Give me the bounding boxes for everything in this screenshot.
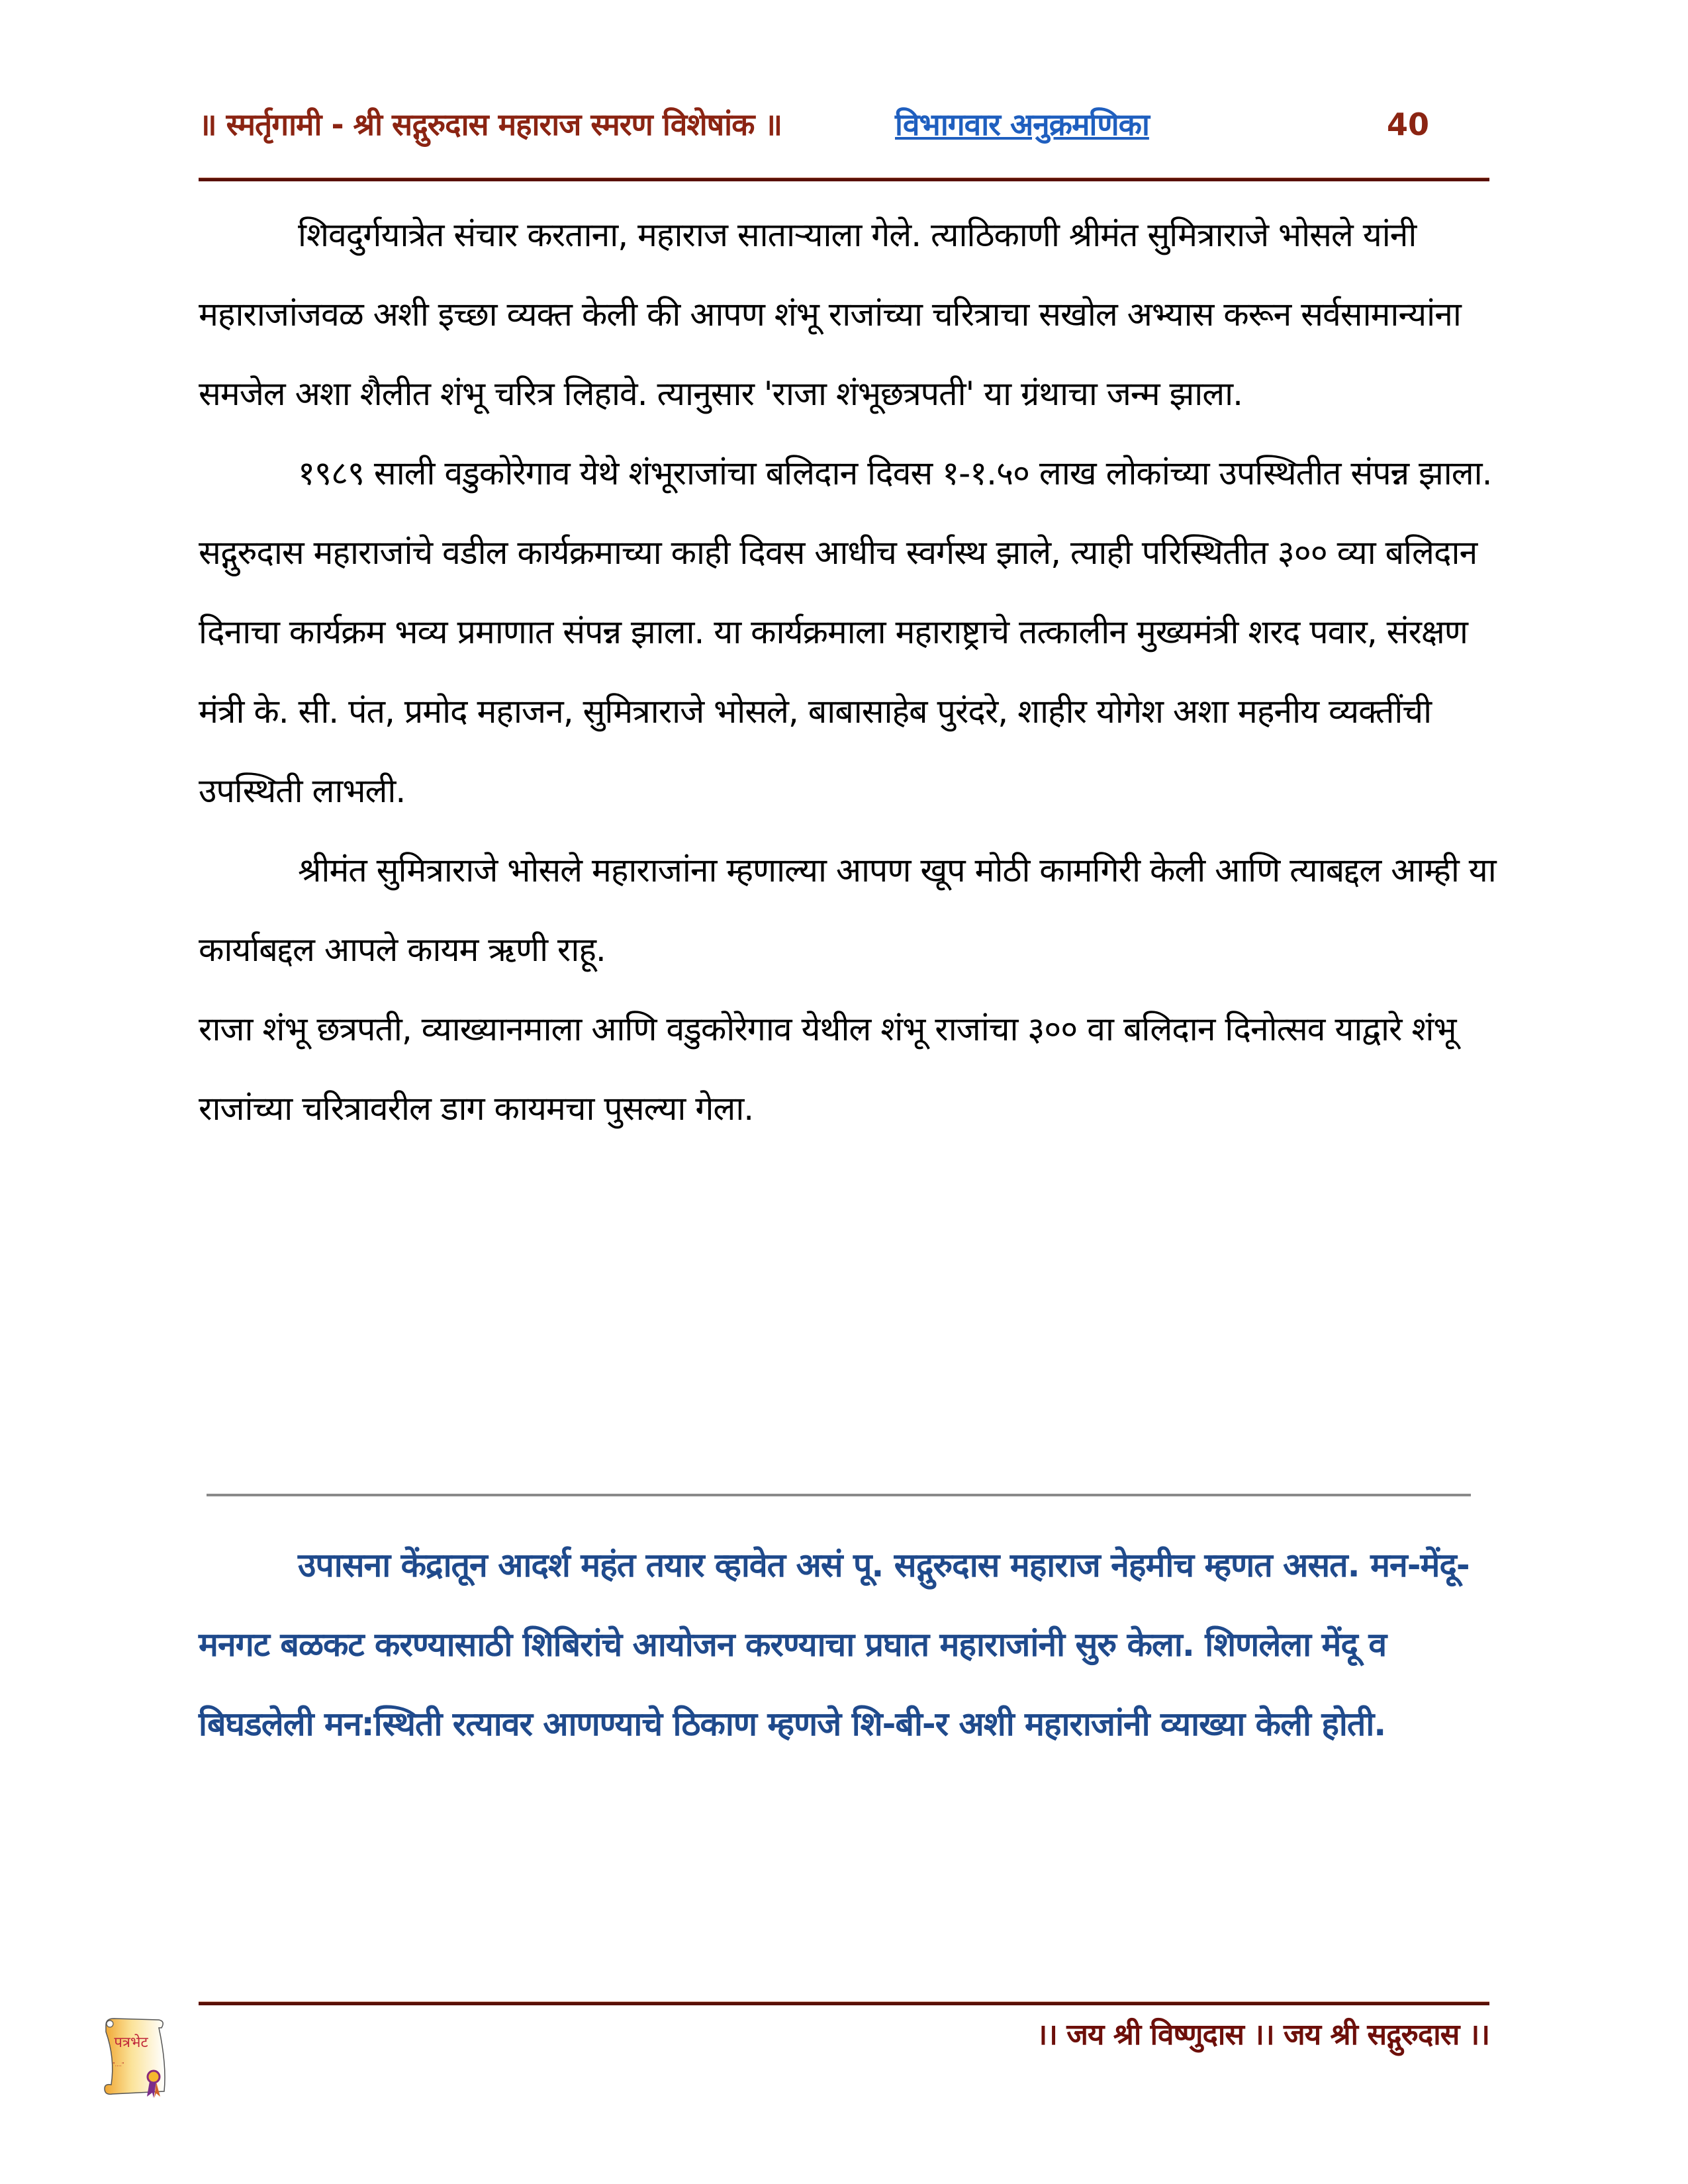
- section-divider: [207, 1494, 1471, 1496]
- patrabhet-scroll-logo: [93, 2012, 172, 2105]
- paragraph: १९८९ साली वडुकोरेगाव येथे शंभूराजांचा बलिदान दिवस १-१.५० लाख लोकांच्या उपस्थितीत संपन्न झाला. सद्गुरुदास महाराजांचे वडील कार्यक्रमाच्या काही दिवस आधीच स्वर्गस्थ झाले, त्याही परिस्थितीत ३०० व्या बलिदान दिनाचा कार्यक्रम भव्य प्रमाणात संपन्न झाला. या कार्यक्रमाला महाराष्ट्राचे तत्कालीन मुख्यमंत्री शरद पवार, संरक्षण मंत्री के. सी. पंत, प्रमोद महाजन, सुमित्राराजे भोसले, बाबासाहेब पुरंदरे, शाहीर योगेश अशा महनीय व्यक्तींची उपस्थिती लाभली.: [199, 454, 1492, 810]
- paragraph: श्रीमंत सुमित्राराजे भोसले महाराजांना म्हणाल्या आपण खूप मोठी कामगिरी केली आणि त्याबद्दल आम्ही या कार्याबद्दल आपले कायम ऋणी राहू.: [199, 851, 1496, 969]
- paragraph: राजा शंभू छत्रपती, व्याख्यानमाला आणि वडुकोरेगाव येथील शंभू राजांचा ३०० वा बलिदान दिनोत्सव याद्वारे शंभू राजांच्या चरित्रावरील डाग कायमचा पुसल्या गेला.: [199, 1010, 1456, 1128]
- header-divider: [199, 177, 1489, 181]
- highlight-quote: [199, 1525, 1496, 1764]
- footer-divider: [199, 2001, 1489, 2005]
- publication-title: ॥ स्मर्तृगामी - श्री सद्गुरुदास महाराज स्मरण विशेषांक ॥: [199, 107, 782, 142]
- scroll-icon: [93, 2012, 172, 2105]
- footer-salutation: ।। जय श्री विष्णुदास ।। जय श्री सद्गुरुदास ।।: [1036, 2018, 1489, 2052]
- svg-text:"....": "....": [113, 2062, 124, 2068]
- highlight-paragraph: उपासना केंद्रातून आदर्श महंत तयार व्हावेत असं पू. सद्गुरुदास महाराज नेहमीच म्हणत असत. मन-मेंदू-मनगट बळकट करण्यासाठी शिबिरांचे आयोजन करण्याचा प्रघात महाराजांनी सुरु केला. शिणलेला मेंदू व बिघडलेली मन:स्थिती रत्यावर आणण्याचे ठिकाण म्हणजे शि-बी-र अशी महाराजांनी व्याख्या केली होती.: [199, 1546, 1470, 1743]
- paragraph: शिवदुर्गयात्रेत संचार करताना, महाराज साताऱ्याला गेले. त्याठिकाणी श्रीमंत सुमित्राराजे भोसले यांनी महाराजांजवळ अशी इच्छा व्यक्त केली की आपण शंभू राजांच्या चरित्राचा सखोल अभ्यास करून सर्वसामान्यांना समजेल अशा शैलीत शंभू चरित्र लिहावे. त्यानुसार 'राजा शंभूछत्रपती' या ग्रंथाचा जन्म झाला.: [199, 216, 1461, 413]
- article-body: [199, 195, 1496, 1148]
- logo-label: पत्रभेट: [114, 2034, 148, 2051]
- page-number: 40: [1387, 107, 1430, 142]
- section-index-link[interactable]: विभागवार अनुक्रमणिका: [895, 107, 1149, 142]
- page-header: [199, 98, 1489, 151]
